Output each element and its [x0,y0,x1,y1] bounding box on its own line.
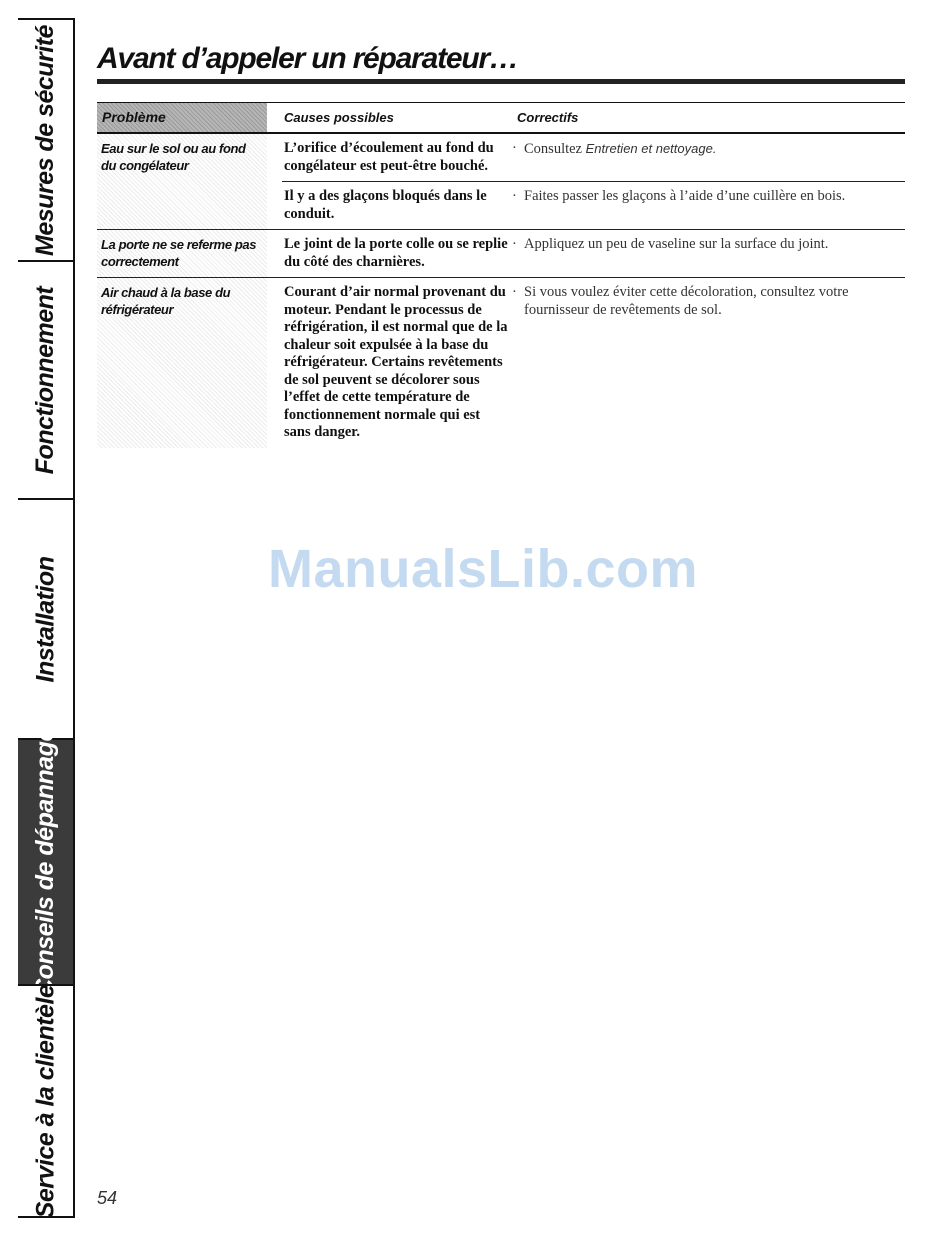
table-row [97,134,905,230]
problem-cell [97,278,267,448]
tab-label: Installation [31,556,59,682]
tab-customer-service[interactable] [18,984,73,1216]
fix-prefix: Faites passer les glaçons à l’aide d’une cuillère en bois. [524,188,846,204]
bullet-icon: · [512,284,517,300]
tab-troubleshooting[interactable] [18,727,73,997]
fix-prefix: Appliquez un peu de vaseline sur la surface du joint. [524,236,829,252]
cause-text: L’orifice d’écoulement au fond du congélateur est peut-être bouché. [284,140,494,174]
cause-text: Il y a des glaçons bloqués dans le conduit. [284,188,487,222]
tab-safety[interactable] [18,20,73,260]
title-rule [97,79,905,84]
cause-entry [282,230,905,277]
tab-operation[interactable] [18,260,73,498]
cause-entry [282,134,905,181]
tab-installation[interactable] [18,498,73,738]
problem-text: La porte ne se referme pas correctement [101,237,257,269]
watermark: ManualsLib.com [268,539,699,599]
table-header [97,102,905,134]
tab-label: Service à la clientèle [31,984,60,1218]
cause-entry [282,278,905,448]
tab-label: Fonctionnement [31,286,59,474]
fix-text [512,188,909,206]
cause-text: Courant d’air normal provenant du moteur. Pendant le processus de réfrigération, il est normal que de la chaleur soit expulsée à la base du réfrigérateur. Certains revêtements de sol peuvent se décolorer sous l’effet de cette température de fonctionnement normale qui est sans danger. [284,284,508,440]
problem-cell [97,134,267,229]
page-number: 54 [97,1188,118,1208]
tab-label: Conseils de dépannage [31,727,59,997]
header-causes: Causes possibles [284,110,394,125]
fix-text [512,236,909,254]
fix-text [512,140,909,159]
troubleshooting-table [97,102,905,448]
table-row [97,278,905,448]
header-problem: Problème [97,103,267,132]
table-row [97,230,905,278]
tab-label: Mesures de sécurité [31,24,59,256]
bullet-icon: · [512,140,517,156]
cause-text: Le joint de la porte colle ou se replie du côté des charnières. [284,236,508,270]
section-tabs [18,18,75,1218]
fix-text [512,284,909,319]
problem-cell [97,230,267,277]
fix-reference: Entretien et nettoyage. [585,141,717,156]
problem-text: Eau sur le sol ou au fond du congélateur [101,141,246,173]
problem-text: Air chaud à la base du réfrigérateur [101,285,231,317]
header-fixes: Correctifs [517,110,579,125]
fix-prefix: Si vous voulez éviter cette décoloration, consultez votre fournisseur de revêtements de sol. [524,284,849,318]
fix-prefix: Consultez [524,141,586,157]
page-title: Avant d’appeler un réparateur… [97,42,518,75]
cause-entry [282,181,905,229]
bullet-icon: · [512,236,517,252]
bullet-icon: · [512,188,517,204]
